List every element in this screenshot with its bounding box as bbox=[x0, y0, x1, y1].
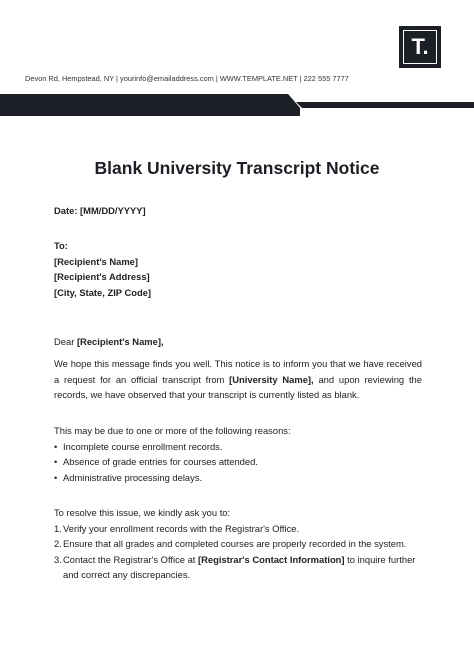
document-title: Blank University Transcript Notice bbox=[94, 158, 380, 178]
salutation-name: [Recipient's Name], bbox=[76, 336, 164, 347]
registrar-contact-info: [Registrar's Contact Information] bbox=[198, 553, 345, 565]
recipient-city-state-zip: [City, State, ZIP Code] bbox=[54, 286, 152, 298]
university-name: [University Name], bbox=[229, 373, 314, 385]
steps-list bbox=[54, 521, 422, 583]
step-text: Ensure that all grades and completed courses are properly recorded in the system. bbox=[63, 538, 407, 550]
step-number: 1. bbox=[54, 522, 62, 534]
step-number: 3. bbox=[54, 553, 62, 565]
step-text: to inquire further bbox=[344, 553, 416, 565]
logo-text: T. bbox=[403, 30, 437, 64]
step-text: Contact the Registrar's Office at bbox=[63, 553, 199, 565]
list-item: • Administrative processing delays. bbox=[54, 470, 422, 486]
step-text: Verify your enrollment records with the Registrar's Office. bbox=[63, 522, 300, 534]
to-label: To: bbox=[54, 240, 68, 251]
reasons-intro: This may be due to one or more of the following reasons: bbox=[54, 425, 291, 436]
list-item bbox=[54, 552, 422, 583]
recipient-block bbox=[54, 238, 422, 300]
salutation bbox=[54, 334, 422, 350]
date-line: Date: [MM/DD/YYYY] bbox=[54, 205, 146, 216]
recipient-address: [Recipient's Address] bbox=[54, 271, 150, 283]
intro-paragraph bbox=[54, 356, 422, 403]
reasons-list bbox=[54, 439, 422, 486]
header-band bbox=[0, 94, 474, 116]
intro-text-2: and upon reviewing the records, we have observed that your transcript is currently listed as blank. bbox=[54, 373, 422, 401]
company-logo bbox=[399, 26, 441, 68]
intro-text-1: We hope this message finds you well. This notice is to inform you that we have received a request for an official transcript from bbox=[54, 358, 422, 385]
steps-intro: To resolve this issue, we kindly ask you to: bbox=[54, 507, 231, 518]
list-item bbox=[54, 536, 422, 552]
step-text: and correct any discrepancies. bbox=[63, 569, 191, 581]
salutation-prefix: Dear bbox=[54, 336, 77, 347]
list-item bbox=[54, 521, 422, 537]
reasons-section bbox=[54, 423, 422, 485]
steps-section bbox=[54, 505, 422, 583]
contact-line: Devon Rd, Hempstead, NY | yourinfo@emailaddress.com | WWW.TEMPLATE.NET | 222 555 7777 bbox=[25, 74, 349, 83]
recipient-name: [Recipient's Name] bbox=[54, 255, 139, 267]
step-number: 2. bbox=[54, 538, 62, 550]
list-item: • Incomplete course enrollment records. bbox=[54, 439, 422, 455]
list-item: • Absence of grade entries for courses attended. bbox=[54, 454, 422, 470]
